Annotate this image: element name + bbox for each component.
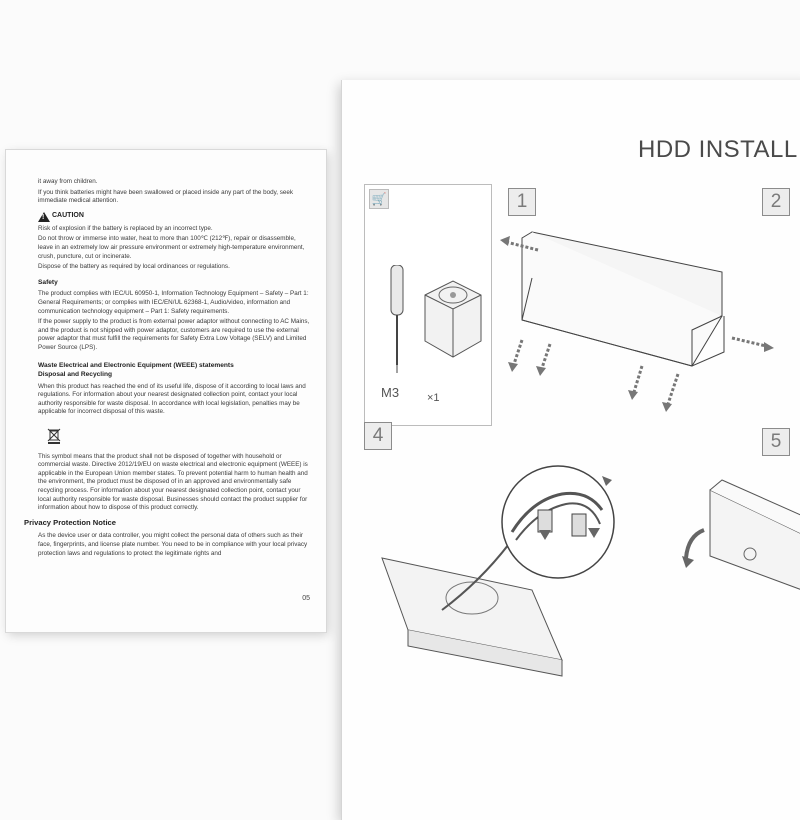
privacy-text: As the device user or data controller, you might collect the personal data of others such as their face, fingerprints, and license plate number. You need to be in compliance with your local privacy protection laws and regulations to protect the legitimate rights and [38,532,308,557]
step-badge-4: 4 [364,422,392,450]
disposal-heading: Disposal and Recycling [38,371,113,379]
safety-text: The product complies with IEC/UL 60950-1, Information Technology Equipment – Safety – Part 1: General Requirements; or complies with IEC/EN/UL 62368-1, Audio/video, information and communication technology equipment – Part 1: Safety requirements. [38,290,309,315]
parts-box [364,184,492,426]
intro-line: it away from children. [38,178,98,185]
manual-page-right [342,80,800,820]
safety-heading: Safety [38,278,58,286]
screwdriver-illustration [379,265,415,375]
caution-line: Risk of explosion if the battery is replaced by an incorrect type. [38,224,213,232]
symbol-text: This symbol means that the product shall not be disposed of together with household or commercial waste. Directive 2012/19/EU on waste electrical and electronic equipment (WEEE) is applicable in the European Union member states. To prevent potential harm to human health and the environment, the product must be disposed of in an approved and environmentally safe recycling process. For information about your nearest designated collection point, contact your local authority responsible for waste disposal. Businesses should contact the product supplier for information about how to dispose of this product correctly. [38,452,308,512]
screw-size-label: M3 [381,385,400,400]
step-badge-2: 2 [762,188,790,216]
intro-line: If you think batteries might have been swallowed or placed inside any part of the body, seek immediate medical attention. [38,188,294,205]
caution-line: Dispose of the battery as required by local ordinances or regulations. [38,263,230,271]
hdd-install-title: HDD INSTALL [638,136,798,163]
step-badge-5: 5 [762,428,790,456]
step-1-nvr-illustration [492,220,800,420]
caution-label: CAUTION [52,212,84,220]
caution-line: Do not throw or immerse into water, heat to more than 100℃ (212℉), repair or disassemble, leave in an extremely low air pressure environment or extremely high-temperature environment, crush, puncture, cut or incinerate. [38,235,305,260]
caution-heading [38,212,312,222]
manual-page-left [6,150,326,632]
warning-triangle-icon [38,212,50,222]
step-5-illustration [682,460,800,610]
page-number: 05 [302,595,310,603]
hard-drive-illustration [419,275,485,365]
privacy-heading: Privacy Protection Notice [24,517,117,527]
step-badge-1: 1 [508,188,536,216]
crossed-bin-icon [46,427,62,445]
disposal-text: When this product has reached the end of its useful life, dispose of it according to local laws and regulations. For information about your nearest designated collection point, contact your local authority responsible for waste disposal. In accordance with local legislation, penalties may be applicable for incorrect disposal of this waste. [38,382,306,416]
step-4-cable-illustration [362,440,622,690]
cart-icon: 🛒 [369,189,389,209]
power-text: If the power supply to the product is from external power adaptor without connecting to AC Mains, and the product is not shipped with power adaptor, customers are required to use the external power adaptor that must fulfill the requirements for Safety Extra Low Voltage (SELV) and Limited Power Source (LPS). [38,318,310,351]
screw-quantity-label: ×1 [427,392,440,404]
weee-heading: Waste Electrical and Electronic Equipment (WEEE) statements [38,361,234,369]
